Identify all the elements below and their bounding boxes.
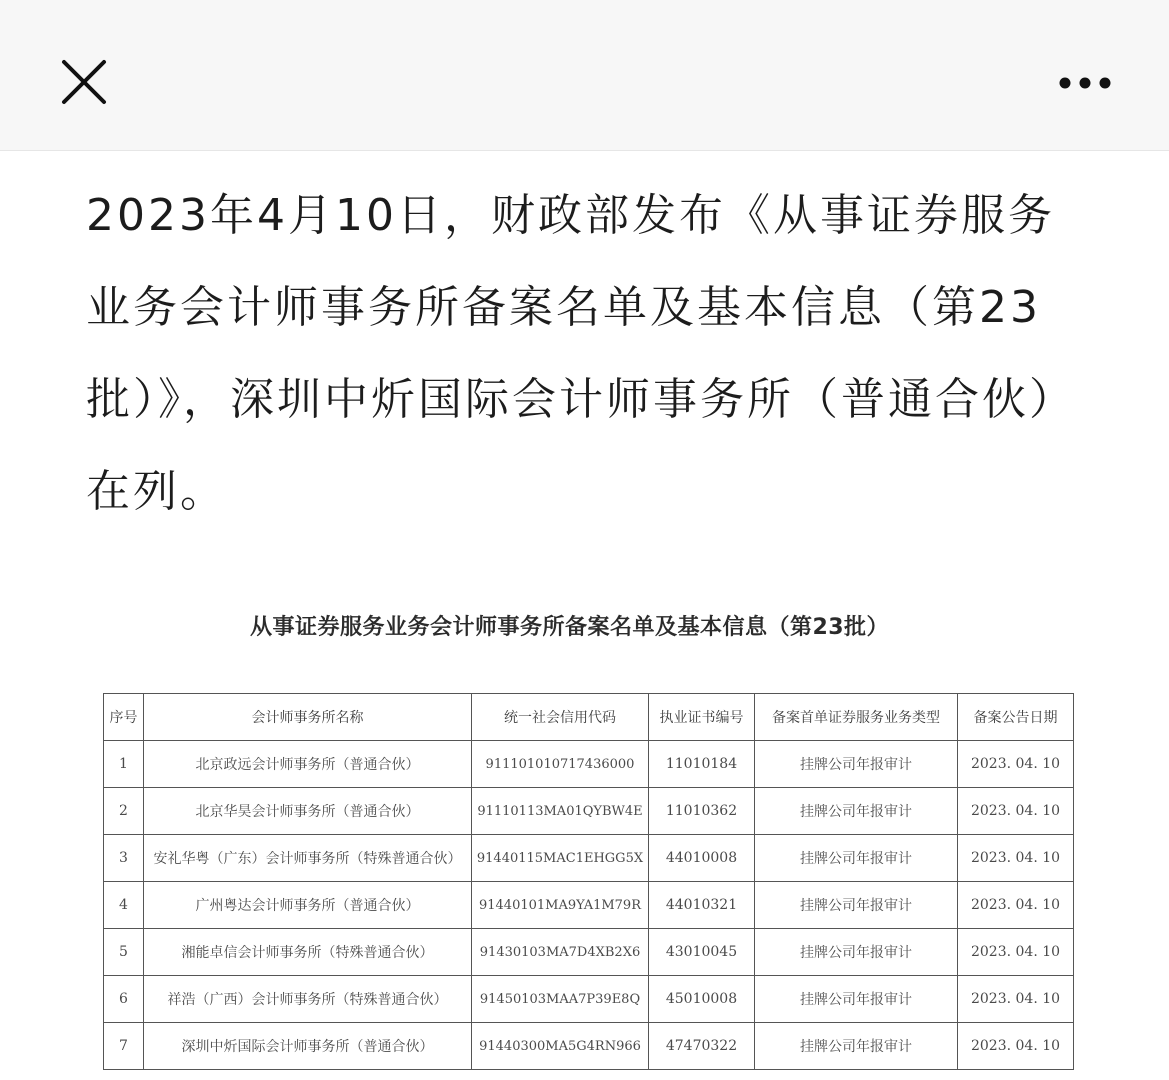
more-button[interactable] bbox=[1054, 70, 1116, 96]
header-index: 序号 bbox=[104, 694, 144, 741]
table-row bbox=[104, 788, 1074, 835]
cell-date: 2023. 04. 10 bbox=[958, 835, 1074, 882]
cell-date: 2023. 04. 10 bbox=[958, 976, 1074, 1023]
cell-license-no: 44010008 bbox=[649, 835, 755, 882]
cell-service-type: 挂牌公司年报审计 bbox=[755, 741, 958, 788]
table-row bbox=[104, 882, 1074, 929]
cell-license-no: 44010321 bbox=[649, 882, 755, 929]
cell-service-type: 挂牌公司年报审计 bbox=[755, 929, 958, 976]
header-credit-code: 统一社会信用代码 bbox=[472, 694, 649, 741]
table-row bbox=[104, 835, 1074, 882]
cell-service-type: 挂牌公司年报审计 bbox=[755, 835, 958, 882]
cell-firm-name: 安礼华粤（广东）会计师事务所（特殊普通合伙） bbox=[144, 835, 472, 882]
cell-date: 2023. 04. 10 bbox=[958, 1023, 1074, 1070]
cell-license-no: 11010184 bbox=[649, 741, 755, 788]
table-header-row bbox=[104, 694, 1074, 741]
cell-service-type: 挂牌公司年报审计 bbox=[755, 1023, 958, 1070]
cell-credit-code: 91440300MA5G4RN966 bbox=[472, 1023, 649, 1070]
cell-date: 2023. 04. 10 bbox=[958, 741, 1074, 788]
table-row bbox=[104, 1023, 1074, 1070]
cell-index: 2 bbox=[104, 788, 144, 835]
table-row bbox=[104, 741, 1074, 788]
header-license-no: 执业证书编号 bbox=[649, 694, 755, 741]
cell-date: 2023. 04. 10 bbox=[958, 788, 1074, 835]
cell-firm-name: 北京华昊会计师事务所（普通合伙） bbox=[144, 788, 472, 835]
cell-index: 1 bbox=[104, 741, 144, 788]
cell-credit-code: 91430103MA7D4XB2X6 bbox=[472, 929, 649, 976]
cell-credit-code: 91450103MAA7P39E8Q bbox=[472, 976, 649, 1023]
cell-firm-name: 深圳中炘国际会计师事务所（普通合伙） bbox=[144, 1023, 472, 1070]
header-date: 备案公告日期 bbox=[958, 694, 1074, 741]
header-service-type: 备案首单证券服务业务类型 bbox=[755, 694, 958, 741]
close-icon bbox=[58, 56, 112, 110]
cell-credit-code: 91440115MAC1EHGG5X bbox=[472, 835, 649, 882]
header-firm-name: 会计师事务所名称 bbox=[144, 694, 472, 741]
cell-firm-name: 北京政远会计师事务所（普通合伙） bbox=[144, 741, 472, 788]
cell-credit-code: 91110113MA01QYBW4E bbox=[472, 788, 649, 835]
cell-service-type: 挂牌公司年报审计 bbox=[755, 882, 958, 929]
cell-index: 4 bbox=[104, 882, 144, 929]
cell-index: 7 bbox=[104, 1023, 144, 1070]
cell-index: 5 bbox=[104, 929, 144, 976]
table-row bbox=[104, 929, 1074, 976]
cell-license-no: 43010045 bbox=[649, 929, 755, 976]
cell-service-type: 挂牌公司年报审计 bbox=[755, 976, 958, 1023]
article-paragraph: 2023年4月10日，财政部发布《从事证券服务业务会计师事务所备案名单及基本信息（第23批）》，深圳中炘国际会计师事务所（普通合伙）在列。 bbox=[86, 190, 1076, 517]
cell-license-no: 45010008 bbox=[649, 976, 755, 1023]
cell-license-no: 47470322 bbox=[649, 1023, 755, 1070]
cell-firm-name: 广州粤达会计师事务所（普通合伙） bbox=[144, 882, 472, 929]
cell-firm-name: 祥浩（广西）会计师事务所（特殊普通合伙） bbox=[144, 976, 472, 1023]
cell-date: 2023. 04. 10 bbox=[958, 929, 1074, 976]
more-icon bbox=[1054, 70, 1116, 96]
cell-firm-name: 湘能卓信会计师事务所（特殊普通合伙） bbox=[144, 929, 472, 976]
cell-credit-code: 911101010717436000 bbox=[472, 741, 649, 788]
top-bar bbox=[0, 0, 1169, 151]
cell-service-type: 挂牌公司年报审计 bbox=[755, 788, 958, 835]
filing-table bbox=[103, 693, 1074, 1070]
close-button[interactable] bbox=[58, 56, 112, 110]
document-title: 从事证券服务业务会计师事务所备案名单及基本信息（第23批） bbox=[249, 615, 890, 640]
cell-license-no: 11010362 bbox=[649, 788, 755, 835]
document-image bbox=[0, 590, 1169, 1080]
cell-credit-code: 91440101MA9YA1M79R bbox=[472, 882, 649, 929]
cell-index: 3 bbox=[104, 835, 144, 882]
table-row bbox=[104, 976, 1074, 1023]
cell-index: 6 bbox=[104, 976, 144, 1023]
cell-date: 2023. 04. 10 bbox=[958, 882, 1074, 929]
